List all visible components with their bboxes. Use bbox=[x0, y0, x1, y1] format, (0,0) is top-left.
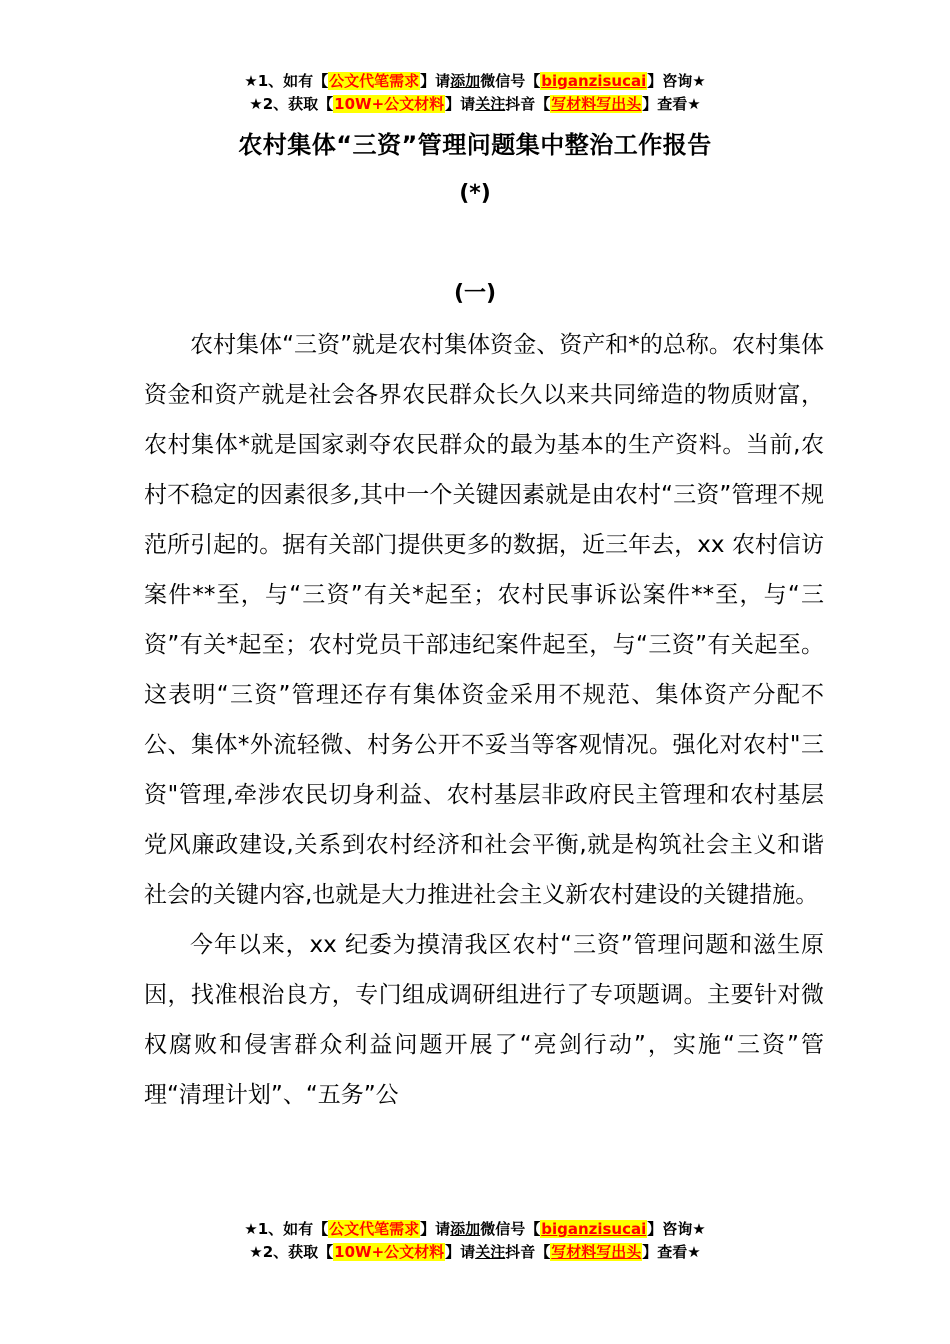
star-icon: ★ bbox=[692, 1220, 706, 1238]
section-heading: (一) bbox=[453, 281, 497, 306]
body-paragraph: 今年以来，xx 纪委为摸清我区农村“三资”管理问题和滋生原因，找准根治良方，专门组成调研组进行了专项题调。主要针对微权腐败和侵害群众利益问题开展了“亮剑行动”，实施“三资”管理“清理计划”、“五务”公 bbox=[144, 932, 824, 1108]
promo-highlight-douyin[interactable]: 写材料写出头 bbox=[551, 1243, 642, 1261]
promo-text: 】请 bbox=[445, 1243, 476, 1261]
promo-highlight-materials: 10W+公文材料 bbox=[334, 95, 445, 113]
promo-text: 】咨询 bbox=[647, 1220, 693, 1238]
promo-underlined-action: 添加 bbox=[450, 72, 481, 90]
promo-highlight-douyin[interactable]: 写材料写出头 bbox=[551, 95, 642, 113]
promo-text: 】查看 bbox=[642, 1243, 688, 1261]
promo-underlined-action: 关注 bbox=[475, 95, 506, 113]
star-icon: ★ bbox=[692, 72, 706, 90]
promo-banner-bottom bbox=[0, 1218, 950, 1264]
promo-text: 抖音【 bbox=[505, 1243, 551, 1261]
promo-highlight-materials: 10W+公文材料 bbox=[334, 1243, 445, 1261]
promo-highlight-wechat-id[interactable]: biganzisucai bbox=[541, 1220, 647, 1238]
star-icon: ★ bbox=[687, 1243, 701, 1261]
promo-text: 1、如有【 bbox=[257, 72, 329, 90]
document-subtitle: (*) bbox=[459, 181, 491, 206]
star-icon: ★ bbox=[249, 95, 263, 113]
promo-text: 】请 bbox=[420, 1220, 451, 1238]
star-icon: ★ bbox=[244, 72, 258, 90]
promo-text: 2、获取【 bbox=[262, 95, 334, 113]
promo-text: 1、如有【 bbox=[257, 1220, 329, 1238]
promo-text: 抖音【 bbox=[505, 95, 551, 113]
promo-text: 微信号【 bbox=[480, 72, 541, 90]
promo-text: 2、获取【 bbox=[262, 1243, 334, 1261]
promo-text: 】咨询 bbox=[647, 72, 693, 90]
promo-text: 微信号【 bbox=[480, 1220, 541, 1238]
promo-highlight-service: 公文代笔需求 bbox=[329, 72, 420, 90]
body-paragraph: 农村集体“三资”就是农村集体资金、资产和*的总称。农村集体资金和资产就是社会各界农民群众长久以来共同缔造的物质财富，农村集体*就是国家剥夺农民群众的最为基本的生产资料。当前,农村不稳定的因素很多,其中一个关键因素就是由农村“三资”管理不规范所引起的。据有关部门提供更多的数据，近三年去，xx 农村信访案件**至，与“三资”有关*起至；农村民事诉讼案件**至，与“三资”有关*起至；农村党员干部违纪案件起至，与“三资”有关起至。这表明“三资”管理还存有集体资金采用不规范、集体资产分配不公、集体*外流轻微、村务公开不妥当等客观情况。强化对农村"三资"管理,牵涉农民切身利益、农村基层非政府民主管理和农村基层党风廉政建设,关系到农村经济和社会平衡,就是构筑社会主义和谐社会的关键内容,也就是大力推进社会主义新农村建设的关键措施。 bbox=[144, 332, 824, 908]
promo-text: 】请 bbox=[445, 95, 476, 113]
star-icon: ★ bbox=[244, 1220, 258, 1238]
promo-line-1 bbox=[0, 1218, 950, 1241]
promo-underlined-action: 添加 bbox=[450, 1220, 481, 1238]
document-title: 农村集体“三资”管理问题集中整治工作报告 bbox=[238, 131, 712, 159]
promo-underlined-action: 关注 bbox=[475, 1243, 506, 1261]
promo-line-2 bbox=[0, 93, 950, 116]
promo-highlight-wechat-id[interactable]: biganzisucai bbox=[541, 72, 647, 90]
promo-highlight-service: 公文代笔需求 bbox=[329, 1220, 420, 1238]
promo-line-2 bbox=[0, 1241, 950, 1264]
promo-text: 】查看 bbox=[642, 95, 688, 113]
star-icon: ★ bbox=[249, 1243, 263, 1261]
document-body bbox=[144, 320, 824, 1120]
promo-line-1 bbox=[0, 70, 950, 93]
promo-text: 】请 bbox=[420, 72, 451, 90]
star-icon: ★ bbox=[687, 95, 701, 113]
promo-banner-top bbox=[0, 70, 950, 116]
